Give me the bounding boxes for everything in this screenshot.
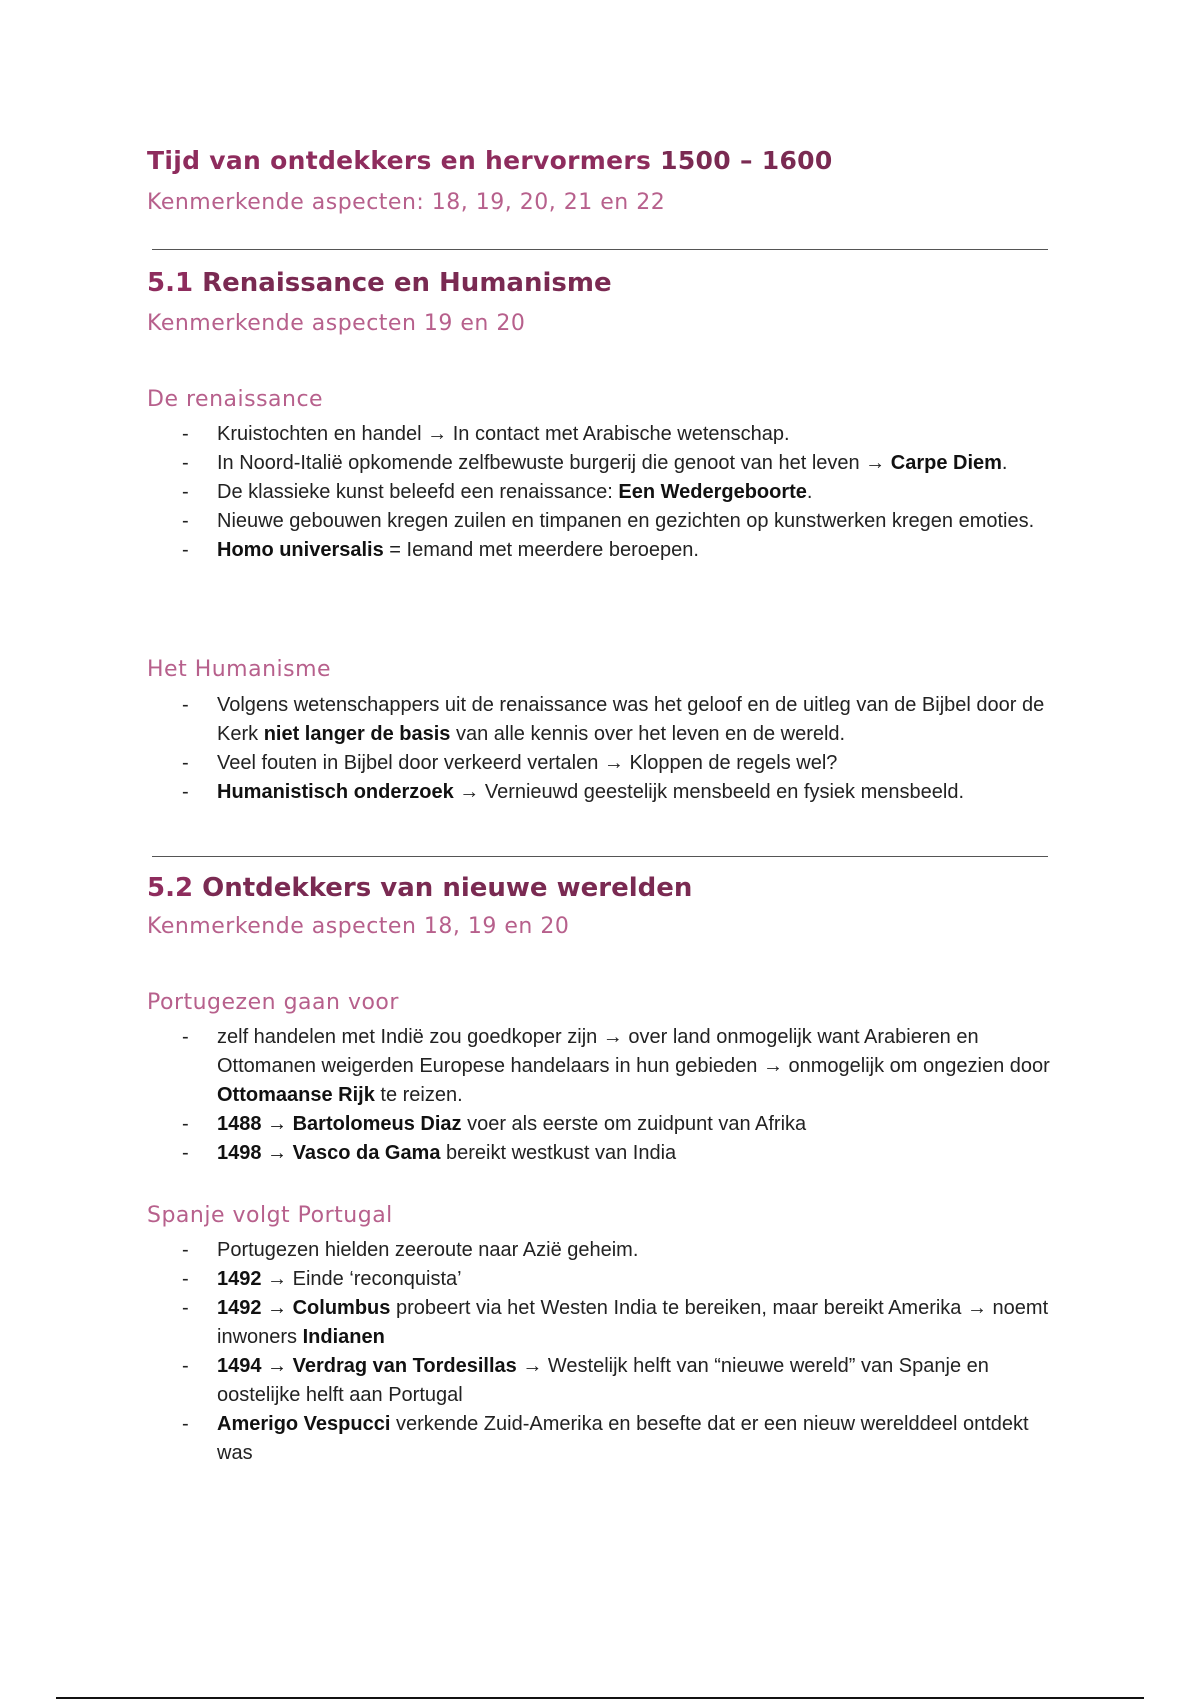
section-divider — [152, 856, 1048, 857]
bullet-text: Veel fouten in Bijbel door verkeerd vertalen → Kloppen de regels wel? — [217, 752, 838, 774]
section-aspects-5-2: Kenmerkende aspecten 18, 19 en 20 — [147, 914, 570, 939]
subheading-spanje: Spanje volgt Portugal — [147, 1203, 393, 1228]
bullet-list-renaissance — [180, 420, 1060, 565]
bullet-item — [180, 507, 1060, 536]
bullet-item — [180, 691, 1060, 749]
bullet-list-spanje — [180, 1236, 1060, 1468]
bullet-text: Volgens wetenschappers uit de renaissance was het geloof en de uitleg van de Bijbel door de Kerk — [217, 694, 1045, 745]
bullet-bold-text: Een Wedergeboorte — [618, 481, 807, 503]
bullet-bold-text: Ottomaanse Rijk — [217, 1084, 375, 1106]
bullet-bold-text: 1492 → Columbus — [217, 1297, 391, 1319]
bullet-bold-text: Homo universalis — [217, 539, 384, 561]
bullet-text: verkende Zuid-Amerika en besefte dat er een nieuw werelddeel ontdekt was — [217, 1413, 1029, 1464]
page-bottom-rule — [56, 1697, 1144, 1699]
bullet-item — [180, 1236, 1060, 1265]
bullet-text: van alle kennis over het leven en de wereld. — [450, 723, 846, 745]
bullet-bold-text: niet langer de basis — [263, 723, 451, 745]
bullet-item — [180, 1294, 1060, 1352]
bullet-text: zelf handelen met Indië zou goedkoper zijn → over land onmogelijk want Arabieren en Ottomanen weigerden Europese handelaars in hun gebieden → onmogelijk om ongezien door — [217, 1026, 1050, 1077]
section-aspects-5-1: Kenmerkende aspecten 19 en 20 — [147, 311, 526, 336]
bullet-list-humanisme — [180, 691, 1060, 807]
section-number: 5.2 — [147, 873, 194, 903]
subheading-humanisme: Het Humanisme — [147, 657, 332, 682]
section-title-text: Renaissance en Humanisme — [202, 268, 612, 298]
bullet-item — [180, 1139, 1060, 1168]
subheading-portugezen: Portugezen gaan voor — [147, 990, 399, 1015]
bullet-item — [180, 1352, 1060, 1410]
bullet-text: voer als eerste om zuidpunt van Afrika — [461, 1113, 807, 1135]
bullet-bold-text: Amerigo Vespucci — [217, 1413, 391, 1435]
document-title-text: Tijd van ontdekkers en hervormers — [147, 146, 652, 175]
section-title-5-2 — [147, 873, 692, 903]
bullet-bold-text: 1492 — [217, 1268, 262, 1290]
bullet-text: Portugezen hielden zeeroute naar Azië geheim. — [217, 1239, 639, 1261]
bullet-bold-text: Carpe Diem — [890, 452, 1002, 474]
subheading-renaissance: De renaissance — [147, 387, 324, 412]
bullet-text: In Noord-Italië opkomende zelfbewuste burgerij die genoot van het leven → — [217, 452, 891, 474]
bullet-text: Kruistochten en handel → In contact met Arabische wetenschap. — [217, 423, 790, 445]
section-title-5-1 — [147, 268, 612, 298]
bullet-bold-text: 1488 → Bartolomeus Diaz — [217, 1113, 462, 1135]
bullet-text: probeert via het Westen India te bereiken, maar bereikt Amerika → noemt inwoners — [217, 1297, 1049, 1348]
document-aspects: Kenmerkende aspecten: 18, 19, 20, 21 en 22 — [147, 190, 666, 215]
bullet-item — [180, 778, 1060, 807]
bullet-bold-text: 1498 → Vasco da Gama — [217, 1142, 441, 1164]
section-title-text: Ontdekkers van nieuwe werelden — [202, 873, 693, 903]
bullet-bold-text: 1494 → Verdrag van Tordesillas — [217, 1355, 517, 1377]
document-title — [147, 146, 833, 175]
document-title-years: 1500 – 1600 — [660, 146, 833, 175]
bullet-text: → Westelijk helft van “nieuwe wereld” van Spanje en oostelijke helft aan Portugal — [217, 1355, 989, 1406]
bullet-bold-text: Humanistisch onderzoek — [217, 781, 454, 803]
bullet-item — [180, 478, 1060, 507]
bullet-item — [180, 449, 1060, 478]
section-divider — [152, 249, 1048, 250]
bullet-text: → Einde ‘reconquista’ — [261, 1268, 462, 1290]
bullet-item — [180, 1410, 1060, 1468]
bullet-bold-text: Indianen — [302, 1326, 385, 1348]
bullet-item — [180, 1023, 1060, 1110]
bullet-item — [180, 536, 1060, 565]
bullet-list-portugezen — [180, 1023, 1060, 1168]
bullet-item — [180, 1265, 1060, 1294]
bullet-text: bereikt westkust van India — [440, 1142, 677, 1164]
bullet-text: → Vernieuwd geestelijk mensbeeld en fysiek mensbeeld. — [453, 781, 965, 803]
bullet-item — [180, 749, 1060, 778]
bullet-text: . — [1001, 452, 1008, 474]
bullet-text: te reizen. — [374, 1084, 463, 1106]
bullet-item — [180, 1110, 1060, 1139]
bullet-text: = Iemand met meerdere beroepen. — [383, 539, 699, 561]
bullet-item — [180, 420, 1060, 449]
section-number: 5.1 — [147, 268, 194, 298]
bullet-text: De klassieke kunst beleefd een renaissance: — [217, 481, 619, 503]
bullet-text: . — [806, 481, 813, 503]
bullet-text: Nieuwe gebouwen kregen zuilen en timpanen en gezichten op kunstwerken kregen emoties. — [217, 510, 1035, 532]
